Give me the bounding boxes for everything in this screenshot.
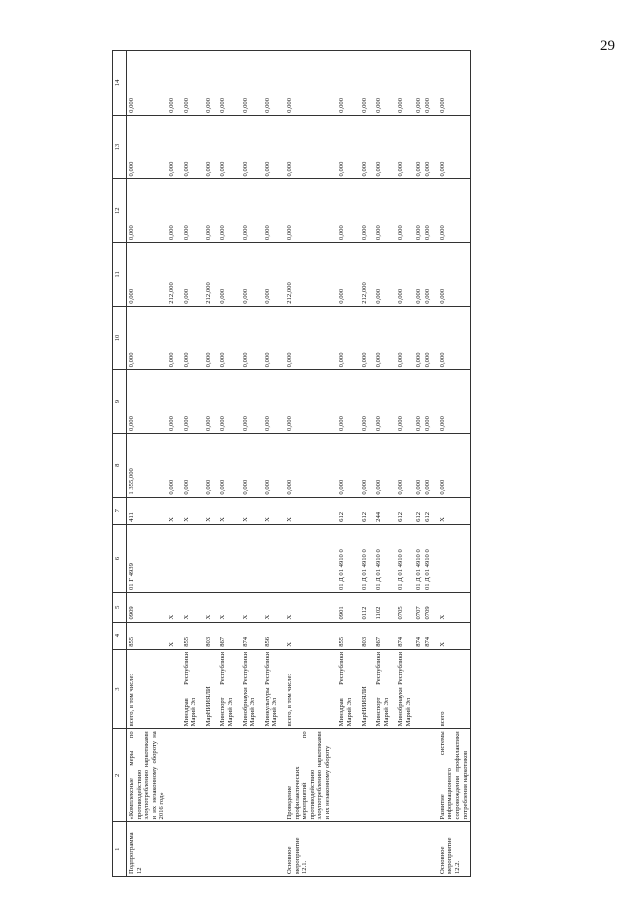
program-cell (423, 822, 433, 877)
executor-cell: всего, в том числе: (280, 649, 333, 729)
amount-cell: 0,000 (391, 243, 413, 307)
executor-cell: Минспорт Республики Марий Эл (213, 649, 235, 729)
amount-cell: 0,000 (414, 306, 424, 370)
executor-cell: Минобрнауки Республики Марий Эл (391, 649, 413, 729)
amount-cell: 0,000 (127, 179, 167, 243)
event-name-cell: Развитие системы информационного сопровождения профилактики потребления наркотиков (433, 729, 471, 822)
amount-cell: 0,000 (280, 433, 333, 497)
amount-cell: 0,000 (414, 51, 424, 116)
target-article-cell: 01 Д 01 4910 0 (332, 524, 354, 592)
table-row (199, 51, 214, 877)
expense-type-cell: 612 (355, 497, 370, 524)
amount-cell: 0,000 (258, 115, 280, 179)
event-name-cell (177, 729, 199, 822)
amount-cell: 0,000 (369, 243, 391, 307)
event-name-cell: Проведение профилактических мероприятий по противодействию злоупотреблению наркотиками и их незаконному обороту (280, 729, 333, 822)
table-row (391, 51, 413, 877)
amount-cell: 0,000 (177, 306, 199, 370)
section-cell: Х (167, 592, 177, 622)
column-header: 10 (113, 306, 127, 370)
amount-cell: 0,000 (332, 306, 354, 370)
amount-cell: 0,000 (280, 115, 333, 179)
program-cell (213, 822, 235, 877)
amount-cell: 0,000 (391, 370, 413, 434)
section-cell: 0112 (355, 592, 370, 622)
event-name-cell (258, 729, 280, 822)
section-cell: Х (213, 592, 235, 622)
section-cell: 0709 (423, 592, 433, 622)
expense-type-cell: Х (258, 497, 280, 524)
executor-cell (423, 649, 433, 729)
target-article-cell (177, 524, 199, 592)
amount-cell: 0,000 (414, 433, 424, 497)
expense-type-cell: 411 (127, 497, 167, 524)
expense-type-cell: Х (433, 497, 471, 524)
expense-type-cell: Х (177, 497, 199, 524)
amount-cell: 0,000 (423, 179, 433, 243)
amount-cell: 0,000 (258, 51, 280, 116)
event-name-cell (236, 729, 258, 822)
amount-cell: 212,000 (167, 243, 177, 307)
target-article-cell (433, 524, 471, 592)
amount-cell: 0,000 (423, 306, 433, 370)
amount-cell: 0,000 (213, 433, 235, 497)
grbs-cell: 867 (369, 622, 391, 649)
amount-cell: 0,000 (199, 51, 214, 116)
column-header: 13 (113, 115, 127, 179)
amount-cell: 0,000 (414, 115, 424, 179)
amount-cell: 212,000 (280, 243, 333, 307)
program-cell: Подпрограмма 12 (127, 822, 167, 877)
amount-cell: 0,000 (127, 51, 167, 116)
executor-cell: Минобрнауки Республики Марий Эл (236, 649, 258, 729)
amount-cell: 0,000 (280, 306, 333, 370)
grbs-cell: 867 (213, 622, 235, 649)
amount-cell: 0,000 (332, 51, 354, 116)
amount-cell: 0,000 (127, 115, 167, 179)
amount-cell: 0,000 (177, 370, 199, 434)
amount-cell: 0,000 (213, 51, 235, 116)
expense-type-cell: Х (199, 497, 214, 524)
event-name-cell: «Комплексные меры по противодействию злоупотреблению наркотиками и их незаконному обороту на 2016 год» (127, 729, 167, 822)
amount-cell: 0,000 (236, 243, 258, 307)
header-row (113, 51, 127, 877)
amount-cell: 0,000 (236, 115, 258, 179)
amount-cell: 0,000 (433, 51, 471, 116)
amount-cell: 0,000 (167, 306, 177, 370)
target-article-cell: 01 Г 4939 (127, 524, 167, 592)
grbs-cell: 874 (423, 622, 433, 649)
amount-cell: 0,000 (423, 370, 433, 434)
amount-cell: 0,000 (280, 370, 333, 434)
table-row (433, 51, 471, 877)
budget-table (112, 50, 471, 877)
amount-cell: 0,000 (433, 179, 471, 243)
column-header: 8 (113, 433, 127, 497)
section-cell: 0901 (332, 592, 354, 622)
expense-type-cell: 612 (332, 497, 354, 524)
amount-cell: 0,000 (236, 179, 258, 243)
amount-cell: 0,000 (433, 433, 471, 497)
page-number: 29 (600, 38, 615, 54)
event-name-cell (369, 729, 391, 822)
amount-cell: 0,000 (167, 179, 177, 243)
column-header: 9 (113, 370, 127, 434)
amount-cell: 0,000 (332, 179, 354, 243)
amount-cell: 0,000 (258, 306, 280, 370)
amount-cell: 0,000 (199, 115, 214, 179)
amount-cell: 0,000 (199, 433, 214, 497)
target-article-cell (167, 524, 177, 592)
expense-type-cell: 612 (414, 497, 424, 524)
program-cell (332, 822, 354, 877)
expense-type-cell: 244 (369, 497, 391, 524)
amount-cell: 0,000 (236, 433, 258, 497)
executor-cell: всего, в том числе: (127, 649, 167, 729)
amount-cell: 0,000 (177, 115, 199, 179)
grbs-cell: 803 (355, 622, 370, 649)
amount-cell: 0,000 (199, 306, 214, 370)
amount-cell: 0,000 (391, 179, 413, 243)
table-row (332, 51, 354, 877)
program-cell (199, 822, 214, 877)
amount-cell: 0,000 (423, 433, 433, 497)
grbs-cell: 874 (236, 622, 258, 649)
program-cell (391, 822, 413, 877)
amount-cell: 0,000 (391, 306, 413, 370)
executor-cell: МарНИИЯЛИ (355, 649, 370, 729)
column-header: 4 (113, 622, 127, 649)
amount-cell: 0,000 (332, 370, 354, 434)
grbs-cell: 856 (258, 622, 280, 649)
column-header: 11 (113, 243, 127, 307)
grbs-cell: 874 (414, 622, 424, 649)
event-name-cell (391, 729, 413, 822)
grbs-cell: Х (433, 622, 471, 649)
amount-cell: 0,000 (258, 179, 280, 243)
amount-cell: 0,000 (177, 51, 199, 116)
amount-cell: 0,000 (369, 179, 391, 243)
grbs-cell: Х (280, 622, 333, 649)
target-article-cell (213, 524, 235, 592)
table-body (127, 51, 471, 877)
section-cell: 1102 (369, 592, 391, 622)
table-row (167, 51, 177, 877)
grbs-cell: 803 (199, 622, 214, 649)
expense-type-cell: Х (236, 497, 258, 524)
executor-cell: Минкультуры Республики Марий Эл (258, 649, 280, 729)
program-cell (177, 822, 199, 877)
program-cell (355, 822, 370, 877)
amount-cell: 0,000 (355, 179, 370, 243)
amount-cell: 0,000 (423, 243, 433, 307)
amount-cell: 0,000 (199, 370, 214, 434)
table-row (355, 51, 370, 877)
column-header: 3 (113, 649, 127, 729)
table-row (236, 51, 258, 877)
amount-cell: 0,000 (332, 433, 354, 497)
amount-cell: 0,000 (423, 115, 433, 179)
executor-cell: всего (433, 649, 471, 729)
grbs-cell: 855 (332, 622, 354, 649)
amount-cell: 0,000 (167, 370, 177, 434)
table-row (369, 51, 391, 877)
section-cell: Х (236, 592, 258, 622)
amount-cell: 0,000 (369, 433, 391, 497)
column-header: 12 (113, 179, 127, 243)
amount-cell: 0,000 (127, 370, 167, 434)
executor-cell: Минздрав Республики Марий Эл (177, 649, 199, 729)
executor-cell: Минздрав Республики Марий Эл (332, 649, 354, 729)
amount-cell: 0,000 (167, 115, 177, 179)
amount-cell: 0,000 (199, 179, 214, 243)
section-cell: Х (258, 592, 280, 622)
section-cell: 0707 (414, 592, 424, 622)
amount-cell: 0,000 (369, 370, 391, 434)
amount-cell: 0,000 (355, 115, 370, 179)
budget-table-sheet (112, 50, 632, 877)
amount-cell: 0,000 (167, 433, 177, 497)
event-name-cell (332, 729, 354, 822)
amount-cell: 0,000 (127, 243, 167, 307)
amount-cell: 0,000 (127, 306, 167, 370)
grbs-cell: Х (167, 622, 177, 649)
amount-cell: 0,000 (433, 243, 471, 307)
program-cell (414, 822, 424, 877)
event-name-cell (213, 729, 235, 822)
amount-cell: 0,000 (391, 433, 413, 497)
event-name-cell (199, 729, 214, 822)
expense-type-cell: 612 (423, 497, 433, 524)
amount-cell: 1 355,000 (127, 433, 167, 497)
grbs-cell: 855 (177, 622, 199, 649)
amount-cell: 0,000 (433, 115, 471, 179)
grbs-cell: 855 (127, 622, 167, 649)
column-header: 7 (113, 497, 127, 524)
amount-cell: 0,000 (433, 306, 471, 370)
amount-cell: 0,000 (433, 370, 471, 434)
amount-cell: 0,000 (236, 51, 258, 116)
program-cell (236, 822, 258, 877)
amount-cell: 0,000 (280, 179, 333, 243)
amount-cell: 0,000 (280, 51, 333, 116)
amount-cell: 0,000 (355, 433, 370, 497)
executor-cell (414, 649, 424, 729)
expense-type-cell: Х (167, 497, 177, 524)
table-row (213, 51, 235, 877)
amount-cell: 0,000 (391, 115, 413, 179)
column-header: 5 (113, 592, 127, 622)
column-header: 2 (113, 729, 127, 822)
target-article-cell: 01 Д 01 4910 0 (355, 524, 370, 592)
event-name-cell (167, 729, 177, 822)
target-article-cell: 01 Д 01 4910 0 (414, 524, 424, 592)
expense-type-cell: Х (280, 497, 333, 524)
amount-cell: 0,000 (177, 179, 199, 243)
executor-cell (167, 649, 177, 729)
expense-type-cell: 612 (391, 497, 413, 524)
section-cell: 0909 (127, 592, 167, 622)
program-cell (258, 822, 280, 877)
amount-cell: 0,000 (369, 51, 391, 116)
amount-cell: 0,000 (332, 115, 354, 179)
amount-cell: 0,000 (369, 115, 391, 179)
table-row (414, 51, 424, 877)
amount-cell: 0,000 (167, 51, 177, 116)
amount-cell: 0,000 (414, 179, 424, 243)
amount-cell: 0,000 (258, 243, 280, 307)
column-header: 1 (113, 822, 127, 877)
program-cell: Основное мероприятие 12.2. (433, 822, 471, 877)
amount-cell: 0,000 (355, 51, 370, 116)
amount-cell: 0,000 (414, 370, 424, 434)
section-cell: Х (280, 592, 333, 622)
executor-cell: Минспорт Республики Марий Эл (369, 649, 391, 729)
amount-cell: 0,000 (258, 433, 280, 497)
amount-cell: 0,000 (213, 243, 235, 307)
amount-cell: 0,000 (355, 306, 370, 370)
program-cell (369, 822, 391, 877)
event-name-cell (355, 729, 370, 822)
amount-cell: 0,000 (391, 51, 413, 116)
amount-cell: 0,000 (236, 306, 258, 370)
amount-cell: 0,000 (332, 243, 354, 307)
event-name-cell (414, 729, 424, 822)
column-header: 6 (113, 524, 127, 592)
amount-cell: 212,000 (199, 243, 214, 307)
target-article-cell: 01 Д 01 4910 0 (423, 524, 433, 592)
target-article-cell: 01 Д 01 4910 0 (369, 524, 391, 592)
amount-cell: 0,000 (355, 370, 370, 434)
grbs-cell: 874 (391, 622, 413, 649)
amount-cell: 0,000 (236, 370, 258, 434)
target-article-cell: 01 Д 01 4910 0 (391, 524, 413, 592)
amount-cell: 0,000 (213, 115, 235, 179)
expense-type-cell: Х (213, 497, 235, 524)
section-cell: Х (177, 592, 199, 622)
table-row (177, 51, 199, 877)
table-row (423, 51, 433, 877)
amount-cell: 0,000 (213, 179, 235, 243)
target-article-cell (258, 524, 280, 592)
amount-cell: 212,000 (355, 243, 370, 307)
target-article-cell (199, 524, 214, 592)
program-cell: Основное мероприятие 12.1. (280, 822, 333, 877)
table-row (127, 51, 167, 877)
section-cell: 0705 (391, 592, 413, 622)
amount-cell: 0,000 (258, 370, 280, 434)
target-article-cell (236, 524, 258, 592)
section-cell: Х (199, 592, 214, 622)
executor-cell: МарНИИЯЛИ (199, 649, 214, 729)
amount-cell: 0,000 (177, 243, 199, 307)
column-header: 14 (113, 51, 127, 116)
amount-cell: 0,000 (414, 243, 424, 307)
table-row (280, 51, 333, 877)
amount-cell: 0,000 (423, 51, 433, 116)
amount-cell: 0,000 (369, 306, 391, 370)
table-row (258, 51, 280, 877)
program-cell (167, 822, 177, 877)
target-article-cell (280, 524, 333, 592)
section-cell: Х (433, 592, 471, 622)
amount-cell: 0,000 (177, 433, 199, 497)
event-name-cell (423, 729, 433, 822)
amount-cell: 0,000 (213, 306, 235, 370)
amount-cell: 0,000 (213, 370, 235, 434)
